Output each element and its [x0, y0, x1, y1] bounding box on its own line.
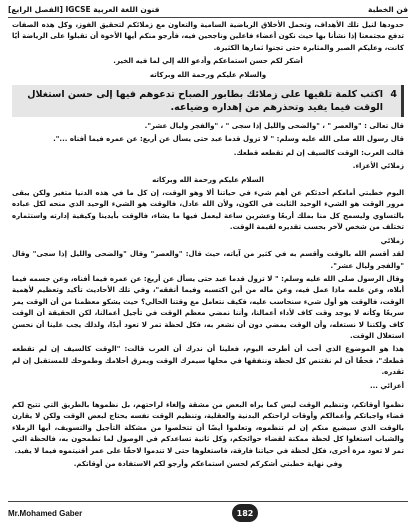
greeting: زملائي الأعزاء. — [352, 162, 404, 171]
body-paragraph: أعزائي ... — [369, 381, 404, 390]
proverb: قالت العرب: الوقت كالسيف إن لم تقطعه قطعك. — [233, 148, 404, 157]
question-text: اكتب كلمة تلقيها على زملائك بطابور الصباح تدعوهم فيها إلى حسن استغلال الوقت فيما يفيد وتحذرهم من إهداره وضياعه. — [27, 89, 383, 114]
author-name: Mr.Mohamed Gaber — [8, 508, 83, 518]
body-paragraph: لقد أقسم الله بالوقت وأقسم به في كثير من آياته، حيث قال: "والعصر" وقال "والضحى والليل إذا سجى" وقال "والفجر وليال عشر". — [12, 250, 404, 270]
question-box — [12, 85, 404, 117]
page-header — [8, 2, 408, 16]
body-paragraph: هذا هو الموضوع الذي أحب أن أطرحه اليوم، فعلينا أن ندرك أن العرب قالت: "الوقت كالسيف إن لم تقطعه قطعك"، فحقًا أن لم نقتنص كل لحظة وننفقها في محلها سيمرك الوقت ويمزق أحلامك وطموحك للمستقبل إن لم تقدره. — [12, 345, 404, 377]
body-paragraph: اليوم خطبتي أمامكم أحدثكم عن أهم شيء في حياتنا ألا وهو الوقت، إن كل ما في هذه الدنيا متغير ولكن يبقى مرور الوقت هو الشيء الوحيد الثابت في الكون، ولأن الله عادل، فالوقت هو الشيء الوحيد الذي منحه لكل عباده بالتساوي وليسمح كل منا بملك أربعًا وعشرين ساعة ليعمل فيها ما يشاء، فالوقت بأيدينا وكيفية إدارته واستثماره تختلف من شخص لآخر بحسب تقديره لقيمة الوقت. — [12, 189, 404, 232]
body-paragraph: وقال الرسول صلى الله عليه وسلم: " لا تزول قدما عبد حتى يسأل عن أربع: عن عمره فيما أفناه، وعن جسمه فيما أبلاه، وعن علمه ماذا عمل فيه، وعن ماله من أين اكتسبه وفيما أنفقه"، وفي تلك الأحاديث تأكيد وتعظيم لأهمية الوقت، فالوقت هو أول شيء سنحاسب عليه، فكيف نتعامل مع وقتنا الحالي؟ حيث يشكو معظمنا من أن الوقت يمر سريعًا وكأنه لا يوجد وقت كاف لأداء أعمالنا، وأننا نمضي معظم الوقت في تأجيل أعمالنا، لكن الحقيقة أن الوقت كاف ولكننا لا نستغله، وأن الوقت يمضي دون أن نشعر به، فكل لحظة تمر لا تعود أبدًا، ولذلك يجب علينا أن نحسن استغلال الوقت. — [12, 274, 404, 340]
hadith-quote: قال رسول الله صلى الله عليه وسلم: " لا تزول قدما عبد حتى يسأل عن أربع: عن عمره فيما أفناه ...". — [53, 135, 404, 144]
header-divider — [8, 17, 408, 18]
closing-thanks: وفي نهاية خطبتي أشكركم لحسن استماعكم وأرجو لكم الاستفادة من أوقاتكم. — [73, 460, 343, 468]
page-number-badge: 182 — [232, 504, 258, 522]
closing-paragraph: نظموا أوقاتكم، وتنظيم الوقت ليس كما يراه البعض من مشقة وإلغاء لراحتهم، بل نظموها بالطريق التي تتيح لكم قضاء واجباتكم وأعمالكم وأوقات لراحتكم البدنية والعقلية، وتنظيم الوقت نفسه يحتاج لبعض الوقت ولكن لا يقارن بالوقت الذي سيضيع منكم إن لم تنظموه، وتعلموا أيضًا أن تتخلصوا من مشكلة التأجيل والتسويف، أيها الزملاء والشباب استغلوا كل لحظة ممكنة لقضاء حوائجكم، وكل ثانية تساعدكم في الوصول لما تطمحون به، فالحظة التي تمر لا تعود مرة أخرى، فكل لحظة في حياتنا فارقة، فاستغلوها حتى لا تندموا لاحقًا على عمر أفنيتموه فيما لا يفيد. — [12, 400, 404, 455]
quran-quote: قال تعالى : "والعصر " ، "والضحى والليل إذا سجى " ، "والفجر وليال عشر". — [144, 122, 404, 131]
thanks-line: أشكر لكم حسن استماعكم وأدعو الله إلي لما فيه الخير. — [113, 57, 303, 66]
page-footer — [8, 502, 408, 524]
closing-salutation: والسلام عليكم ورحمة الله وبركاته — [149, 70, 267, 79]
question-number: 4 — [390, 89, 397, 101]
course-title: فنون اللغة العربية IGCSE [الفصل الرابع] — [8, 4, 160, 14]
body-salutation: السلام عليكم ورحمة الله وبركاته — [152, 175, 264, 184]
intro-paragraph: حدودها لنيل تلك الأهداف، وتحمل الأخلاق الرياضية السامية والتعاون مع زملائكم لتحقيق الفوز، وكل هذه الصفات تدفع مجتمعنا إذا نشأنا بها حيث نكون أعضاء فاعلين وناجحين فيه، فأرجو منكم أيها الأخوة أن تقبلوا على الرياضة أيًا كانت، وعليكم الصبر والمثابرة حتى تجنوا ثمارها الكثيرة. — [12, 21, 404, 52]
section-title: فن الخطبة — [368, 4, 408, 14]
body-paragraph: زملائي — [380, 236, 404, 245]
page-content — [12, 20, 404, 498]
